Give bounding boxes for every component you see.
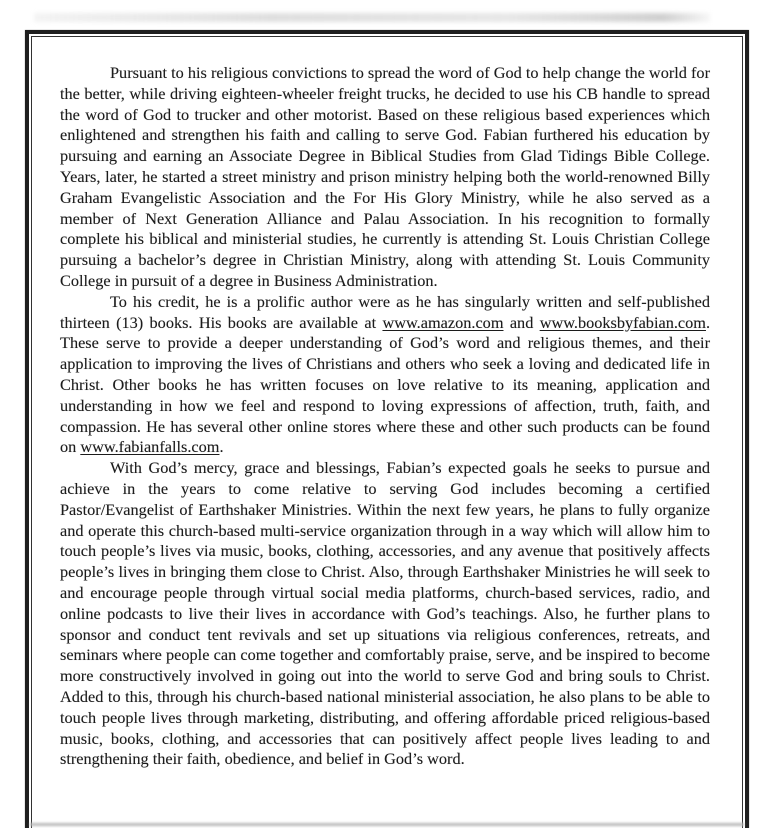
url-link[interactable]: www.fabianfalls.com <box>80 437 220 457</box>
text-run: With God’s mercy, grace and blessings, Fabian’s expected goals he seeks to pursue and achieve in the years to come relative to serving God includes becoming a certified Pastor/Evangelist of Earthshaker Ministries. Within the next few years, he plans to fully organize and operate this church-based multi-service organization through in a way which will allow him to touch people’s lives via music, books, clothing, accessories, and any avenue that positively affects people’s lives in bringing them close to Christ. Also, through Earthshaker Ministries he will seek to and encourage people through virtual social media platforms, church-based services, radio, and online podcasts to live their lives in accordance with God’s teachings. Also, he further plans to sponsor and conduct tent revivals and set up situations via religious conferences, retreats, and seminars where people can come together and comfortably praise, serve, and be inspired to become more constructively involved in going out into the world to serve God and bring souls to Christ. Added to this, through his church-based national ministerial association, he also plans to be able to touch people lives through marketing, distributing, and offering affordable priced religious-based music, books, clothing, and accessories that can positively affect people lives leading to and strengthening their faith, obedience, and belief in God’s word. <box>60 458 710 769</box>
url-link[interactable]: www.amazon.com <box>382 312 504 332</box>
text-run: Pursuant to his religious convictions to spread the word of God to help change the world for the better, while driving eighteen-wheeler freight trucks, he decided to use his CB handle to spread the word of God to trucker and other motorist. Based on these religious based experiences which enlightened and strengthen his faith and calling to serve God. Fabian furthered his education by pursuing and earning an Associate Degree in Biblical Studies from Glad Tidings Bible College. Years, later, he started a street ministry and prison ministry helping both the world-renowned Billy Graham Evangelistic Association and the For His Glory Ministry, while he also served as a member of Next Generation Alliance and Palau Association. In his recognition to formally complete his biblical and ministerial studies, he currently is attending St. Louis Christian College pursuing a bachelor’s degree in Christian Ministry, along with attending St. Louis Community College in pursuit of a degree in Business Administration. <box>60 63 710 290</box>
paragraph-3 <box>60 458 710 770</box>
url-link[interactable]: www.booksbyfabian.com <box>539 312 706 332</box>
frame-bottom-edge <box>30 823 744 826</box>
scan-artifact-streak <box>34 13 710 22</box>
text-run: . <box>219 437 224 457</box>
document-text-block <box>60 63 710 770</box>
text-run: . These serve to provide a deeper understanding of God’s word and religious themes, and their application to improving the lives of Christians and others who seek a loving and dedicated life in Christ. Other books he has written focuses on love relative to its meaning, application and understanding in how we feel and respond to loving expressions of affection, truth, faith, and compassion. He has several other online stores where these and other such products can be found on <box>60 312 711 457</box>
text-run: and <box>503 312 540 332</box>
text-run: To his credit, he is a prolific author were as he has singularly written and self-published thirteen (13) books. His books are available at <box>60 291 710 332</box>
paragraph-2 <box>60 292 710 458</box>
paragraph-1 <box>60 63 710 292</box>
